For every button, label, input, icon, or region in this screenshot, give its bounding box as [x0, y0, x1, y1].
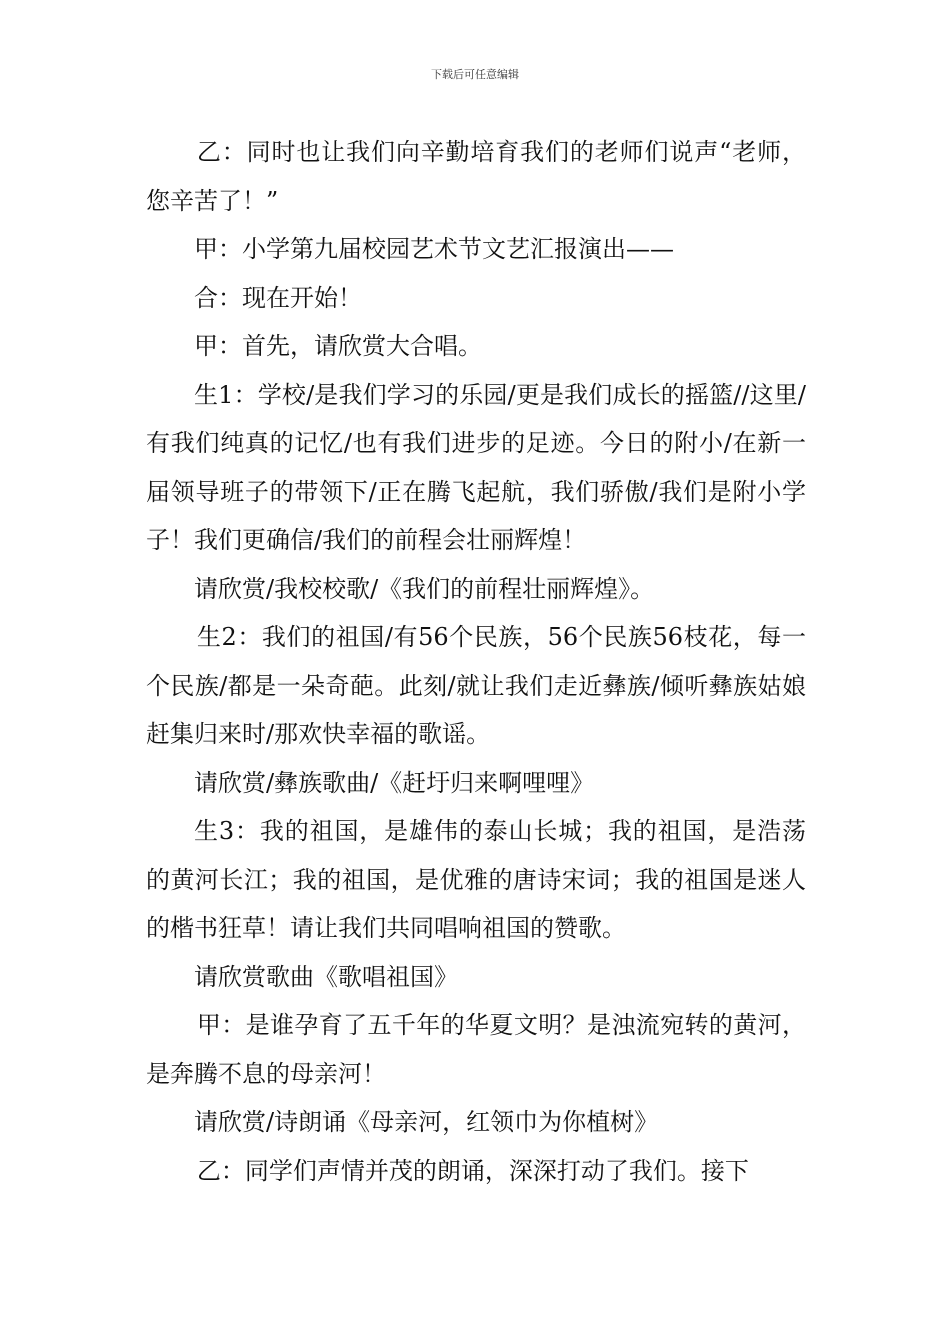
paragraph-7: 生2：我们的祖国/有56个民族，56个民族56枝花，每一个民族/都是一朵奇葩。此刻/就让我们走近彝族/倾听彝族姑娘赶集归来时/那欢快幸福的歌谣。 — [146, 623, 806, 748]
paragraph-3: 合：现在开始！ — [194, 283, 362, 312]
paragraph-13: 乙：同学们声情并茂的朗诵，深深打动了我们。接下 — [196, 1156, 749, 1185]
paragraph-4: 甲：首先，请欣赏大合唱。 — [194, 332, 482, 360]
page-header: 下载后可任意编辑 — [431, 68, 519, 81]
paragraph-8: 请欣赏/彝族歌曲/《赶圩归来啊哩哩》 — [194, 768, 595, 797]
document-body — [146, 128, 806, 1195]
paragraph-11: 甲：是谁孕育了五千年的华夏文明？是浊流宛转的黄河，是奔腾不息的母亲河！ — [146, 1011, 806, 1088]
paragraph-5: 生1：学校/是我们学习的乐园/更是我们成长的摇篮//这里/有我们纯真的记忆/也有我们进步的足迹。今日的附小/在新一届领导班子的带领下/正在腾飞起航，我们骄傲/我们是附小学子！我们更确信/我们的前程会壮丽辉煌！ — [146, 380, 806, 554]
paragraph-2: 甲：小学第九届校园艺术节文艺汇报演出—— — [194, 235, 674, 263]
paragraph-12: 请欣赏/诗朗诵《母亲河，红领巾为你植树》 — [194, 1108, 659, 1136]
paragraph-9: 生3：我的祖国，是雄伟的泰山长城；我的祖国，是浩荡的黄河长江；我的祖国，是优雅的唐诗宋词；我的祖国是迷人的楷书狂草！请让我们共同唱响祖国的赞歌。 — [146, 817, 806, 942]
paragraph-1: 乙：同时也让我们向辛勤培育我们的老师们说声“老师，您辛苦了！” — [146, 138, 806, 215]
paragraph-10: 请欣赏歌曲《歌唱祖国》 — [194, 962, 458, 991]
paragraph-6: 请欣赏/我校校歌/《我们的前程壮丽辉煌》。 — [194, 574, 655, 603]
